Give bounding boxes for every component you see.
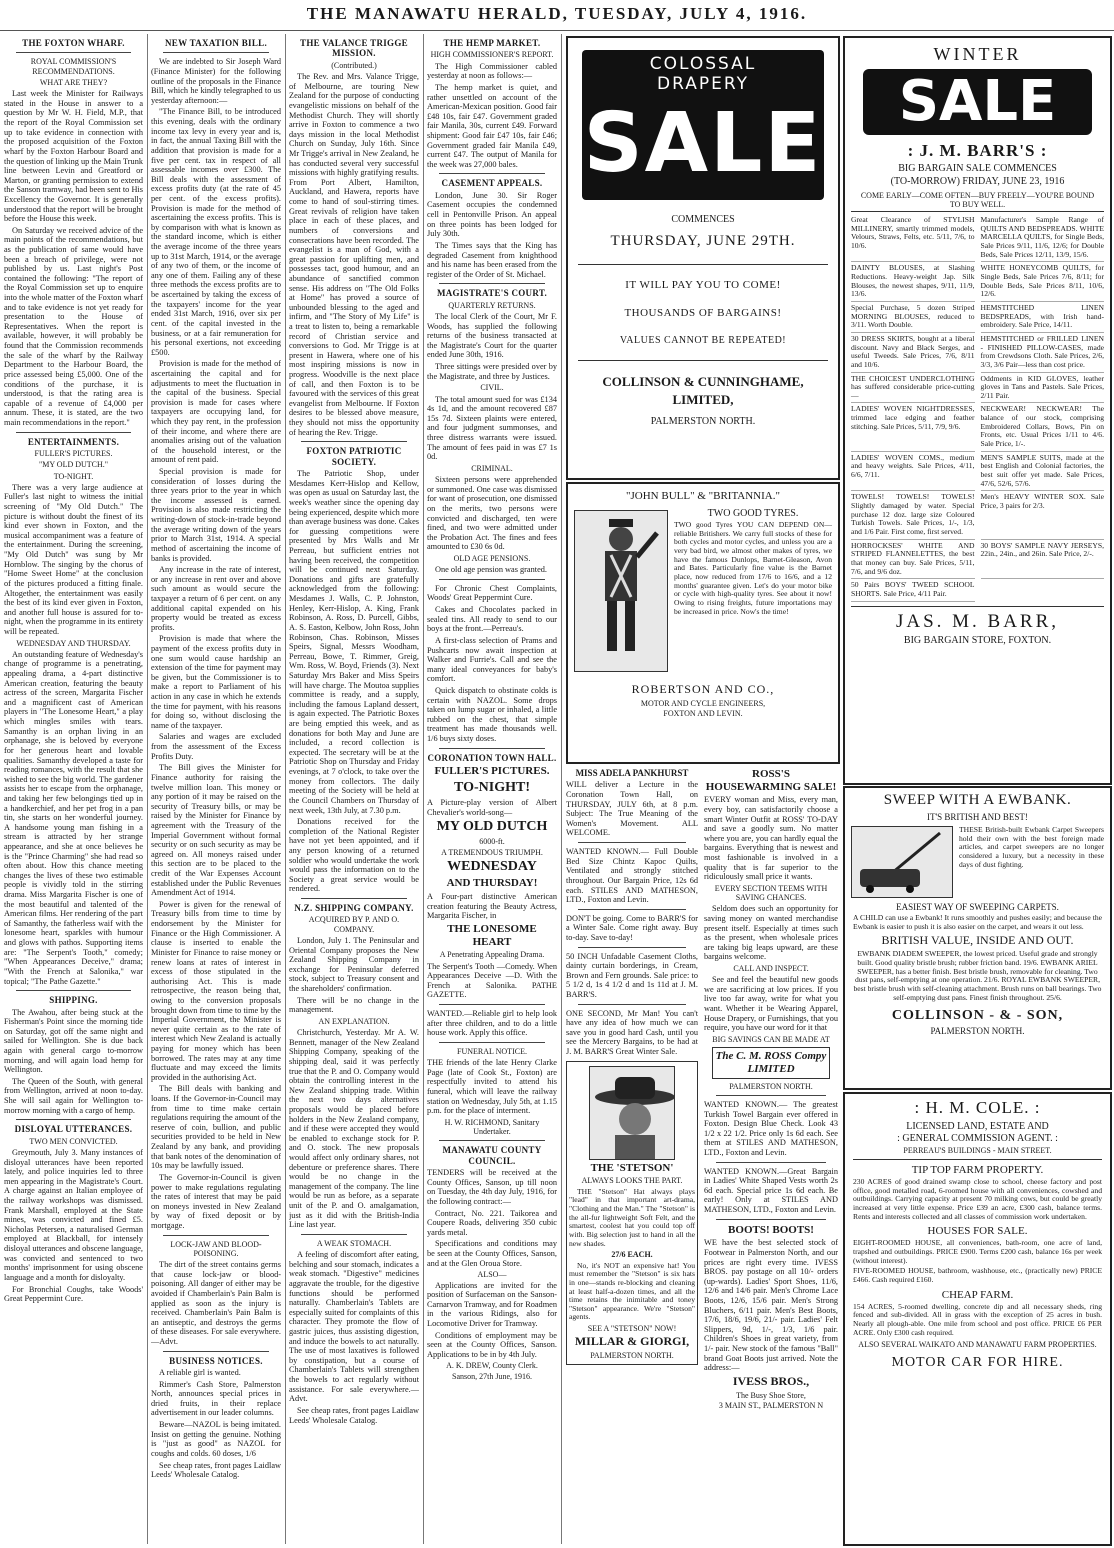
stetson-see: SEE A "STETSON" NOW! xyxy=(587,1324,677,1334)
barr-sale-item: LADIES' WOVEN NIGHTDRESSES, trimmed lace edging and feather stitching. Sale Prices, 5/11, 7/9, 9/6. xyxy=(851,403,975,451)
robertson-town: FOXTON AND LEVIN. xyxy=(663,709,743,718)
lockjaw-title: LOCK-JAW AND BLOOD-POISONING. xyxy=(170,1239,262,1258)
article-paragraph: Rimmer's Cash Store, Palmerston North, announces special prices in dried fruits, in their replace advertisement in our leader columns. xyxy=(151,1379,281,1418)
town-hall-title: CORONATION TOWN HALL. xyxy=(427,752,557,763)
column-rule xyxy=(423,34,424,1544)
rule xyxy=(301,1234,407,1235)
article-paragraph: See cheap rates, front pages Laidlaw Leeds' Wholesale Catalog. xyxy=(289,1405,419,1425)
article-paragraph: Any increase in the rate of interest, or any increase in rent over and above such amount as would secure the taxpayer a return of 6 per cent. on any additional capital expended on his property would be treated as excess profits. xyxy=(151,565,281,632)
tip-top-body: 230 ACRES of good drained swamp close to school, cheese factory and post office, good metalled road, 6-roomed house with all conveniences, cowshed and outbuildings. Carrying capacity at present 70 milking cows, but could be greatly increased at very little expense. Price £39 an acre, £300 cash, balance terms. Rents and interests collected and all classes of commission work undertaken. xyxy=(853,1177,1102,1221)
sale-banner xyxy=(582,50,824,200)
rule xyxy=(439,748,545,749)
ewbank-body-2: A CHILD can use a Ewbank! It runs smoothly and pushes easily; and because the Ewbank is easier to push it is also easier on the carpet, and wears it out less. xyxy=(853,913,1102,931)
rule xyxy=(439,173,545,174)
stetson-figure xyxy=(589,1066,675,1160)
article-paragraph: A Four-part distinctive American creation featuring the Beauty Actress, Margarita Fischer, in xyxy=(427,891,557,921)
article-paragraph: Provision is made that where the payment of the excess profits duty in one sum would cause hardship an extension of the time for payment may be given, but the Commissioner is to make a report to Parliament of his action in any case in which he extends the time for payment, with his reasons for doing so, without disclosing the name of the taxpayer. xyxy=(151,634,281,730)
disloyal-title: DISLOYAL UTTERANCES. xyxy=(14,1124,133,1135)
weak-stomach-title: A WEAK STOMACH. xyxy=(316,1238,392,1248)
article-paragraph: Beware—NAZOL is being imitated. Insist on getting the genuine. Nothing is "just as good" as NAZOL for coughs and colds. 60 doses, 1/6 xyxy=(151,1420,281,1458)
article-paragraph: The Patriotic Shop, under Mesdames Kerr-Hislop and Kellow, was open as usual on Saturday last, the week's weather since the opening day being experienced, despite which more than average business was done. Cakes for guessing competitions were presented by Mrs Walls and Mr Perreau, but sufficient entries not having been received, the competition will be continued next Saturday. Donations and gifts are gratefully acknowledged from the following: Mesdames J. Walls, C. P. Johnston, Henley, Kerr-Hislop, A. King, Frank Robinson, A. Ross, D. Purcell, Gibbs, A. S. Easton, Kelbow, John Ross, John Robinson, Chas. Robinson, Misses Speirs, Signal, Messrs Woodham, Perreau, Bowe, T. Rimmer, Greig, Wm. Ross, W. Boyd, Friends (3). Next Saturday Mrs Baker and Miss Speirs will have charge. The Moutoa supplies committee is ready, and a supply, including the famous Lapland dessert, is again expected. The Patriotic Boxes are being emptied this week, and as donations for both May and June are included, a record collection is expected. The secretary will be at the Patriotic Shop on Thursday and Friday evenings, at 7 o'clock, to take over the money from collectors. The daily meeting of the Society will be held at the Council Chambers on Thursday of next week, 13th July, at 7.30 p.m. xyxy=(289,469,419,815)
one-second-ad: ONE SECOND, Mr Man! You can't have any idea of how much we can save you in good hard Cash, until you see the Mercery Bargains, to be had at J. M. BARR'S Great Winter Sale. xyxy=(566,1008,698,1057)
ross-every: EVERY SECTION TEEMS WITH SAVING CHANCES. xyxy=(714,883,828,903)
article-paragraph: One old age pension was granted. xyxy=(435,565,547,575)
article-paragraph: Greymouth, July 3. Many instances of disloyal utterances have been reported lately, and police inquiries led to three men appearing in the Magistrate's Court. A charge against an Italian employee of the railway workshops was dismissed. Frank Marshall, employed at the State mines, was convicted and fined £5. Nicholas Petersen, a naturalised German employed at Blackball, for intensely disloyal utterances and obscene language, was convicted and sentenced to two months' imprisonment for using obscene language and a month for disloyalty. xyxy=(4,1147,143,1282)
casement-title: CASEMENT APPEALS. xyxy=(441,178,543,189)
barr-sale-item: TOWELS! TOWELS! TOWELS! Slightly damaged by water. Special purchase 12 doz. large size Coloured Turkish Towels. Sale Prices, 1/-, 1/3, and 1/6 Pair. First come, first served. xyxy=(851,491,975,539)
rule xyxy=(301,441,407,442)
stetson-title: THE 'STETSON' xyxy=(590,1161,674,1174)
article-paragraph: An outstanding feature of Wednesday's change of programme is a penetrating, appealing drama, a 4-part distinctive American creation, featuring the beauty actress of the screen, Margarita Fischer and a magnificent cast of American players in "The Lonesome Heart," a play which mingles smiles with tears. Samanthy is an orphan living in an orphanage, she is beloved by everyone for her generous heart and lovable qualities. Samanthy developed a taste for reading romances, with the result that she wished to see the big world. The gardener assists her to escape from the orphanage, and taking her few belongings tied up in a handkerchief, and her pet frog in a pan tin, she starts on her wonderful journey. A handsome young man fishing in a stream is attracted by her strange appearance, and she at once believes he is the "Prince Charming" she had read so often about. How this chance meeting changes the lives of these two estimable people is vividly told in the stirring drama. Miss Margarita Fischer is one of the most beautiful and talented of the American films. Her rendering of the part of Samanthy, the fatherless waif with the lonesome heart, sparkles with humour and glows with pathos. Supporting items are: "The Serpent's Tooth," comedy; "When Appearances Deceive," drama; "With the French at Salonika," war topical; "The Pathe Gazette." xyxy=(4,649,143,986)
funeral-signature: H. W. RICHMOND, Sanitary Undertaker. xyxy=(444,1117,540,1137)
john-bull-icon xyxy=(575,511,667,671)
barr-sale-item: NECKWEAR! NECKWEAR! The balance of our stock, comprising Embroidered Collars, Bows, Pin on Fronts, etc. Usual Prices 1/11 to 4/6. Sale Price, 1/-. xyxy=(981,403,1105,451)
thursday-banner: AND THURSDAY! xyxy=(446,877,538,890)
barr-firm: JAS. M. BARR, xyxy=(895,610,1060,632)
business-notices-title: BUSINESS NOTICES. xyxy=(169,1355,263,1366)
barrs-title: : J. M. BARR'S : xyxy=(907,141,1048,160)
foxton-wharf-title: THE FOXTON WHARF. xyxy=(22,38,125,48)
trigge-subtitle: (Contributed.) xyxy=(331,60,377,70)
adela-body: WILL deliver a Lecture in the Coronation Town Hall, on THURSDAY, JULY 6th, at 8 p.m. Subject: The True Meaning of the Women's Movement. ALL WELCOME. xyxy=(566,780,698,838)
fifty-inch-ad: 50 INCH Unfadable Casement Cloths, dainty curtain borderings, in Cream, Brown and Fern grounds. Sale price: to 5 1/2 d, 1s 4 1/2 d and 1s 11d at J. M. BARR'S. xyxy=(566,951,698,1000)
article-paragraph: "The Finance Bill, to be introduced this evening, deals with the ordinary income tax levy in every year and is, in fact, the annual Taxing Bill with the addition that provision is made for a five per cent. tax in respect of all assessable incomes over £300. The Bill deals with the assessment of excess profits duty (at the rate of 45 per cent. of the excess profits). Provision is made for the method of ascertaining the excess profits. This is by comparison with what is known as the standard income, which is either the average income of the three years up to 31st March, 1914, or the average of any two of them, or the income of any one of them. Failing any of these three methods the excess profits are to be ascertained by taking the excess of the taxpayers' income for the year ended 31st March, 1916, over six per cent. of the capital invested in the business, or at a fair remuneration for his personal exertions, not exceeding £500. xyxy=(151,107,281,357)
stetson-body-2: No, it's NOT an expensive hat! You must remember the "Stetson" is six hats in one—stands re-blocking and cleaning at least half-a-dozen times, and all the time retains the inimitable and toney "Stetson" appearance. We're "Stetson" agents. xyxy=(569,1260,695,1322)
column-rule xyxy=(147,34,148,1544)
barr-sale-item: HORROCKSES' WHITE AND STRIPED FLANNELETTES, the best that money can buy. Sale Prices, 5/11, 7/6, and 9/6 doz. xyxy=(851,540,975,580)
article-paragraph: The High Commissioner cabled yesterday at noon as follows:— xyxy=(427,61,557,81)
barr-sale-item: DAINTY BLOUSES, at Slashing Reductions. Heavy-weight Jap. Silk Blouses, the newest shapes, 9/11, 11/9, 13/6. xyxy=(851,262,975,302)
stetson-sub: ALWAYS LOOKS THE PART. xyxy=(581,1176,683,1186)
article-paragraph: The hemp market is quiet, and rather unsettled on account of the American-Mexican position. Good fair £48 10s, fair £47. Government graded fair Manila, 30s, current £49. Forward shipment: Good fair £47 10s, fair £46; Government graded fair Manila £49, current £47. The output of Manila for the week was 27,000 bales. xyxy=(427,82,557,169)
adela-title: MISS ADELA PANKHURST xyxy=(575,768,689,778)
rule xyxy=(163,52,269,53)
boots-body: WE have the best selected stock of Footwear in Palmerston North, and our prices are right every time. IVESS BROS. pay postage on all 10/- orders (up-wards). Ladies' Sport Shoes, 11/6, 12/6 and 14/6 pair. Men's Chrome Lace Boots, 12/6, 15/6 pair. Men's Strong Bluchers, 6/11 pair. Men's Best Boots, 17/6, 18/6, 19/6, 21/- pair. Ladies' Felt Slippers, 9d, 1/-, 1/3, 1/6 pair. Children's Shoes in great variety, from 1/- pair. New stock of the famous "Ball" brand Goat Boots just arrived. Note the address:— xyxy=(704,1238,838,1373)
foxton-wharf-subtitle-2: WHAT ARE THEY? xyxy=(39,77,108,87)
council-signature: A. K. DREW, County Clerk. xyxy=(446,1361,538,1371)
barr-sale-item: Oddments in KID GLOVES, leather gloves in Tans and Pastels. Sale Prices, 2/11 Pair. xyxy=(981,373,1105,404)
tyres-subtitle: TWO GOOD TYRES. xyxy=(707,508,799,519)
winter-sale-ad xyxy=(843,36,1112,785)
tip-top-title: TIP TOP FARM PROPERTY. xyxy=(911,1164,1044,1176)
article-paragraph: Specifications and conditions may be seen at the County Offices, Sanson, and at the Glen Oroua Store. xyxy=(427,1239,557,1268)
fullers-pictures: FULLER'S PICTURES. xyxy=(434,765,550,778)
ross-column xyxy=(704,766,838,1544)
small-ads-column xyxy=(566,766,698,1544)
rule xyxy=(163,1351,269,1352)
wanted-known-towel: WANTED KNOWN.— The greatest Turkish Towel Bargain ever offered in Foxton. Design Blue Check. Look 43 1/2 x 22 1/2. Price only 1s 6d each. See them at STILES AND MATHESON, LTD., Foxton and Levin. xyxy=(704,1099,838,1157)
robertson-line: MOTOR AND CYCLE ENGINEERS, xyxy=(640,699,766,708)
article-paragraph: For Chronic Chest Complaints, Woods' Great Peppermint Cure. xyxy=(427,583,557,603)
entertainments-subtitle: FULLER'S PICTURES. xyxy=(34,449,113,458)
colossal-word: COLOSSAL xyxy=(649,54,757,74)
disloyal-subtitle: TWO MEN CONVICTED. xyxy=(29,1136,118,1146)
houses-title: HOUSES FOR SALE. xyxy=(927,1225,1028,1238)
barr-sale-item: THE CHOICEST UNDERCLOTHING has suffered considerable price-cutting— xyxy=(851,373,975,404)
article-paragraph: See cheap rates, front pages Laidlaw Leeds' Wholesale Catalog. xyxy=(151,1460,281,1480)
article-paragraph: Conditions of employment may be seen at the County Offices, Sanson. Applications to be in by 4th July. xyxy=(427,1330,557,1359)
county-council-title: MANAWATU COUNTY COUNCIL. xyxy=(442,1145,542,1166)
hemp-subtitle: HIGH COMMISSIONER'S REPORT. xyxy=(430,50,554,60)
stetson-body: THE "Stetson" Hat always plays "lead" in that important art-drama, "Clothing and the Man." The "Stetson" is the all-fur lightweight Soft Felt, and the smartest, coolest hat you could top off with. Big selection just to hand in all the new shades. xyxy=(569,1186,695,1248)
colossal-sale-ad xyxy=(566,36,840,480)
article-paragraph: We are indebted to Sir Joseph Ward (Finance Minister) for the following outline of the proposals in the Finance Bill, which he kindly telegraphed to us yesterday afternoon:— xyxy=(151,57,281,105)
cole-line-1: LICENSED LAND, ESTATE AND xyxy=(906,1121,1049,1132)
column-4 xyxy=(427,34,557,1544)
article-paragraph: Quick dispatch to obstinate colds is certain with NAZOL. Some drops taken on lump sugar or inhaled, a little rubbed on the chest, that simple treatment has made thousands well. 1/6 buys sixty doses. xyxy=(427,685,557,743)
ross-town: PALMERSTON NORTH. xyxy=(729,1081,813,1091)
article-paragraph: Power is given for the renewal of Treasury bills from time to time by endorsement by the Minister for Finance or the High Commissioner. A clause is inserted to enable the Minister for Finance to raise money or renew loans at rates of interest in excess of those stipulated in the authorising Act. This is made retrospective, the reason being that, owing to the conversion proposals brought down from time to time by the Imperial Government, the Minister is never quite certain as to the rate of interest which New Zealand is actually paying for money which has been borrowed. The rates may at any time fluctuate and may exceed the limits provided in the authorising Act. xyxy=(151,899,281,1082)
millar-firm: MILLAR & GIORGI, xyxy=(574,1334,690,1349)
article-paragraph: The Times says that the King has degraded Casement from knighthood and his name has been erased from the register of the Order of St. Michael. xyxy=(427,240,557,279)
ivess-shop: The Busy Shoe Store, xyxy=(736,1390,806,1400)
taxation-title: NEW TAXATION BILL. xyxy=(164,38,267,48)
barr-items-grid xyxy=(851,214,1104,602)
boots-title: BOOTS! BOOTS! xyxy=(728,1223,814,1236)
masthead: THE MANAWATU HERALD, TUESDAY, JULY 4, 1916. xyxy=(0,0,1114,31)
rule xyxy=(578,1004,686,1005)
rule xyxy=(16,1119,131,1120)
robertson-firm: ROBERTSON AND CO., xyxy=(631,682,775,696)
sweeper-figure xyxy=(851,826,953,898)
magistrate-pensions: OLD AGE PENSIONS. xyxy=(453,553,531,563)
ivess-firm: IVESS BROS., xyxy=(732,1373,810,1388)
barrs-commences: BIG BARGAIN SALE COMMENCES xyxy=(898,163,1057,174)
triumph-line: A TREMENDOUS TRIUMPH. xyxy=(441,847,543,857)
cheap-farm-body: 154 ACRES, 5-roomed dwelling, concrete dip and all necessary sheds, ring fenced and sub-divided. All in grass with the exception of 25 acres in bush. Nearly all plough-able. One mile from school and post office. PRICE £6 PER ACRE. Only £300 cash required. xyxy=(853,1301,1102,1337)
rule xyxy=(16,52,131,53)
rule xyxy=(301,898,407,899)
magistrate-civil: CIVIL. xyxy=(480,383,504,393)
barrs-date: (TO-MORROW) FRIDAY, JUNE 23, 1916 xyxy=(890,176,1065,187)
rule xyxy=(439,1004,545,1005)
entertainments-title: ENTERTAINMENTS. xyxy=(27,436,120,447)
cole-line-2: : GENERAL COMMISSION AGENT. : xyxy=(897,1133,1058,1144)
winter-sale-word: SALE xyxy=(863,69,1092,135)
barr-sale-item: HEMSTITCHED LINEN BEDSPREADS, with Irish hand-embroidery. Sale Price, 14/11. xyxy=(981,302,1105,333)
drapery-word: DRAPERY xyxy=(657,74,749,94)
ewbank-body-3: EWBANK DIADEM SWEEPER, the lowest priced. Useful grade and strongly built. Good quality bristle brush; rubber friction band. 19/6. EWBANK ARIEL SWEEPER, has a better finish. Best bristle brush, removable for cleaning. Two dust pans, self-emptying at one operation. 21/6. ROYAL EWBANK SWEEPER, best bristle brush with self-cleaning attachment. Brush runs on ball bearings. Two self-emptying dust pans. Finest finish throughout. 25/6. xyxy=(853,949,1102,1002)
article-paragraph: Sixteen persons were apprehended or summoned. One case was dismissed for want of prosecution, one dismissed on the merits, two persons were convicted and discharged, ten were fined, and two were admitted under the Probation Act. The fines and fees amounted to £30 6s 0d. xyxy=(427,475,557,552)
rule xyxy=(716,1095,826,1096)
article-paragraph: The Bill gives the Minister for Finance authority for raising the twelve million loan. This money or any portion of it may be raised on the security of Treasury bills, or may be raised by the Minister for Finance by agreement with the Treasury of the Imperial Government without formal security or on such security as may be agreed on. All moneys raised under this section are to be placed to the credit of the War Expenses Account established under the Public Revenues Amendment Act of 1914. xyxy=(151,763,281,898)
ross-big: BIG SAVINGS CAN BE MADE AT xyxy=(712,1034,830,1044)
article-paragraph: A feeling of discomfort after eating, belching and sour stomach, indicates a weak stomach. "Digestive" medicines aggravate the trouble, for the digestive functions should be performed naturally. Chamberlain's Tablets are especially suited for complaints of this character. They promote the flow of gastric juices, thus assisting digestion, and induce the bowels to act naturally. The use of most laxatives is followed by constipation, but a course of Chamberlain's Tablets will strengthen the bowels to act regularly without assistance. For sale everywhere.—Advt. xyxy=(289,1250,419,1404)
article-paragraph: A Picture-play version of Albert Chevalier's world-song— xyxy=(427,798,557,817)
foxton-wharf-subtitle: ROYAL COMMISSION'S RECOMMENDATIONS. xyxy=(30,57,117,76)
barr-sale-item: MEN'S SAMPLE SUITS, made at the best English and Colonial factories, the best suit offer yet made. Sale Prices, 47/6, 52/6, 57/6. xyxy=(981,452,1105,492)
ewbank-easiest: EASIEST WAY OF SWEEPING CARPETS. xyxy=(896,902,1059,912)
entertainments-subtitle: "MY OLD DUTCH." xyxy=(38,460,109,470)
article-paragraph: There was a very large audience at Fuller's last night to witness the initial screening of "My Old Dutch." The picture is without doubt the finest of its kind ever shown in Foxton, and the musical accompaniment was a feature of the entertainment. During the screening, "My Old Dutch" was sung by Mr Hornblow. The singing by the chorus of "Home Sweet Home" at the conclusion of the pictures produced a fitting finale. Altogether, the entertainment was easily the best of its kind ever given in Foxton, and another full house is assured for to-night, when the programme in its entirety will be repeated. xyxy=(4,482,143,636)
motor-car-line: MOTOR CAR FOR HIRE. xyxy=(891,1355,1064,1371)
magistrate-title: MAGISTRATE'S COURT. xyxy=(436,288,548,299)
article-paragraph: Provision is made for the method of ascertaining the capital and for adjustments to meet the fluctuation in the capital of the business. Special provision is made for cases where taxpayers are occupying land, for which they pay rent, in the profession of their income, and where there are anomalies arising out of the valuation of the household interest, or the amount of rent paid. xyxy=(151,359,281,465)
commences-line: COMMENCES xyxy=(671,214,735,225)
article-paragraph: Cakes and Chocolates packed in sealed tins. All ready to send to our boys at the front.—Perreau's. xyxy=(427,605,557,634)
wanted-known-ad: WANTED KNOWN.— Full Double Bed Size Chintz Kapoc Quilts, Ventilated and strongly stitched throughout. Our Bargain Price, 12s 6d each. STILES AND MATHESON, LTD., Foxton and Levin. xyxy=(566,847,698,905)
collinson-town: PALMERSTON NORTH. xyxy=(650,416,756,428)
article-paragraph: The Bill deals with banking and loans. If the Governor-in-Council may from time to time make certain regulations requiring the amount of the reserve of coin, bullion, and public securities provided to be held in New Zealand by any bank, and providing that bank notes of the denomination of 10s may be lawfully issued. xyxy=(151,1084,281,1171)
lonesome-heart-banner: THE LONESOME HEART xyxy=(447,922,537,948)
ewbank-title: SWEEP WITH A EWBANK. xyxy=(883,792,1072,808)
rule xyxy=(716,1219,826,1220)
ross-body: EVERY woman and Miss, every man, every boy, can satisfactorily choose a smart Winter Outfit at ROSS' TO-DAY and save a goodly sum. No matter where you are, you can hardly equal the bargains. Everything that is newest and most fashionable is involved in a quality that is far superior to the ridiculously small price it wants. xyxy=(704,795,838,882)
stetson-price: 27/6 EACH. xyxy=(611,1250,653,1260)
dont-ad: DON'T be going. Come to BARR'S for a Winter Sale. Come right away. Buy to-day. Save to-day! xyxy=(566,913,698,942)
article-paragraph: Last week the Minister for Railways stated in the House in answer to a question by Mr W. H. Field, M.P., that the report of the Royal Commission set up to take evidence in connection with the proposed acquisition of the Foxton wharf by the Foxton Harbour Board and the question of linking up the Main Trunk line between Levin and Greatford or Marton, or granting permission to extend the Sanson tramway, had been sent to His Excellency the Governor. It is generally understood that the report will be brought before the House this week. xyxy=(4,89,143,224)
ewbank-sub: IT'S BRITISH AND BEST! xyxy=(927,812,1028,822)
column-2 xyxy=(151,34,281,1544)
article-paragraph: On Saturday we received advice of the main points of the recommendations, but as the publication of same would have been a breach of privilege, were not published by us. Last night's Post contained the following: "The report of the Royal Commission set up to enquire into the whole matter of the Foxton wharf and to take evidence is not yet ready for presentation to the House of Representatives. When the report is available, however, it will probably be found that the Commission recommends the sale of the wharf by the Railway Department to the Harbour Board, the price assessed being £5,000. One of the conditions of the purchase, it is understood, is that the rating area is capable of a revenue of £4,000 per annum. These, it is stated, are the two main recommendations in the report." xyxy=(4,225,143,427)
winter-word: WINTER xyxy=(933,44,1022,64)
wednesday-banner: WEDNESDAY xyxy=(447,859,537,874)
rule xyxy=(439,579,545,580)
cheap-farm-title: CHEAP FARM. xyxy=(941,1288,1014,1301)
ewbank-body: THESE British-built Ewbank Carpet Sweepers hold their own with the best foreign made articles, and carpet sweepers are no longer considered a luxury, but a necessity in these days of dust fighting. xyxy=(959,825,1104,869)
ross-title: ROSS'S HOUSEWARMING SALE! xyxy=(705,768,837,793)
article-paragraph: The Governor-in-Council is given power to make regulations regulating the rates of interest that may be paid on moneys invested in New Zealand by way of fixed deposit or by mortgage. xyxy=(151,1172,281,1230)
barr-sale-item: Special Purchase, 5 dozen Striped MORNING BLOUSES, reduced to 3/11. Worth Double. xyxy=(851,302,975,333)
barr-sale-item: HEMSTITCHED or FRILLED LINEN - FINISHED PILLOW-CASES, made from Crewdsons Cloth. Sale Prices, 2/6, 3/3, 3/6 Pair—less than cost price. xyxy=(981,333,1105,373)
column-3 xyxy=(289,34,419,1544)
tyres-body: TWO good Tyres YOU CAN DEPEND ON—reliable Britishers. We carry full stocks of these for both cycles and motor cycles, and unless you are a very bad bird, we almost other makes of tyres, we have the famous Dunlops, Barnet-Gleason, Avon and Bates. Particularly fine value is the Barnet place, now reduced from 17/6 to 16/6, and a 12 months' guarantee given. Let's do your motor bike or cycle with high-quality tyres. See about it now! Owing to rising freights, future importations may be increased in price. Now's the time! xyxy=(674,520,832,616)
also-line: ALSO— xyxy=(477,1270,507,1280)
ross-body-3: See and feel the beautiful new goods we are sacrificing at low prices. If you live too far away, write for what you want. Whether it be Wearing Apparel, House Drapery, or Furnishings, that you require, you have our word for it that xyxy=(704,975,838,1033)
article-paragraph: The Queen of the South, with general from Wellington, arrived at noon to-day. She will sail again for Wellington to-morrow morning with a cargo of hemp. xyxy=(4,1076,143,1115)
magistrate-criminal: CRIMINAL. xyxy=(471,463,513,473)
hemp-title: THE HEMP MARKET. xyxy=(443,38,541,48)
article-paragraph: The Serpent's Tooth —Comedy. When Appearances Deceive —D. With the French at Salonika. PATHE GAZETTE. xyxy=(427,961,557,1000)
ross-call: CALL AND INSPECT. xyxy=(733,963,809,973)
article-paragraph: Three sittings were presided over by the Magistrate, and three by Justices. xyxy=(427,362,557,381)
wanted-known-vests: WANTED KNOWN.—Great Bargain in Ladies' White Shaped Vests worth 2s 6d each. Special price 1s 6d each. Be early! Only at STILES AND MATHESON, LTD., Foxton and Levin. xyxy=(704,1166,838,1214)
house-1: EIGHT-ROOMED HOUSE, all conveniences, bath-room, one acre of land, trapshed and outbuildings. PRICE £900. Terms £200 cash, balance 16s per week (without interest). xyxy=(853,1238,1102,1265)
trigge-title: THE VALANCE TRIGGE MISSION. xyxy=(300,38,408,59)
bargains-line: THOUSANDS OF BARGAINS! xyxy=(624,307,782,319)
sale-word: SALE xyxy=(583,96,823,191)
millar-town: PALMERSTON NORTH. xyxy=(590,1351,674,1361)
cole-line-3: PERREAU'S BUILDINGS - MAIN STREET. xyxy=(903,1146,1052,1155)
collinson-firm: COLLINSON & CUNNINGHAME, LIMITED, xyxy=(602,374,804,407)
ewbank-value: BRITISH VALUE, INSIDE AND OUT. xyxy=(881,933,1074,948)
cole-also: ALSO SEVERAL WAIKATO AND MANAWATU FARM PROPERTIES. xyxy=(858,1340,1097,1350)
values-line: VALUES CANNOT BE REPEATED! xyxy=(619,335,787,346)
nz-shipping-subtitle-2: AN EXPLANATION. xyxy=(318,1016,390,1026)
ewbank-ad xyxy=(843,786,1112,1090)
cole-ad xyxy=(843,1092,1112,1546)
nz-shipping-title: N.Z. SHIPPING COMPANY. xyxy=(294,902,414,913)
council-date: Sanson, 27th June, 1916. xyxy=(452,1371,532,1381)
commence-date: THURSDAY, JUNE 29TH. xyxy=(610,233,796,249)
ivess-address: 3 MAIN ST., PALMERSTON N xyxy=(718,1401,824,1411)
ross-logo: The C. M. ROSS Compy LIMITED xyxy=(712,1047,830,1079)
house-2: FIVE-ROOMED HOUSE, bathroom, washhouse, etc., (practically new) PRICE £466. Cash required £160. xyxy=(853,1266,1102,1284)
tyres-ad xyxy=(566,482,840,764)
john-bull-figure xyxy=(574,510,668,672)
rule xyxy=(439,283,545,284)
stetson-hat-icon xyxy=(590,1067,680,1159)
article-paragraph: London, July 1. The Peninsular and Oriental Company proposes the New Zealand Shipping Company in exchange for Peninsular deferred stock, subject to Treasury consent and the shareholders' confirmation. xyxy=(289,935,419,993)
article-paragraph: The Awahou, after being stuck at the Fisherman's Point since the morning tide on Saturday, got off the same night and sailed for Wellington. She is due back again with general cargo to-morrow morning, and will again load hemp for Wellington. xyxy=(4,1007,143,1075)
barr-sale-item: WHITE HONEYCOMB QUILTS, for Single Beds, Sale Prices 7/6, 8/11; for Double Beds, Sale Prices 8/11, 10/6, 12/6. xyxy=(981,262,1105,302)
rule xyxy=(578,842,686,843)
rule xyxy=(439,1042,545,1043)
rule xyxy=(439,1140,545,1141)
rule xyxy=(578,947,686,948)
rule xyxy=(16,432,131,433)
column-rule xyxy=(561,34,562,1544)
article-paragraph: Salaries and wages are excluded from the assessment of the Excess Profits Duty. xyxy=(151,732,281,761)
collinson-son-town: PALMERSTON NORTH. xyxy=(930,1026,1025,1037)
my-old-dutch-banner: MY OLD DUTCH xyxy=(436,819,548,835)
shipping-title: SHIPPING. xyxy=(49,995,98,1006)
barr-sale-item: 30 BOYS' SAMPLE NAVY JERSEYS, 22in., 24in., and 26in. Sale Price, 2/-. xyxy=(981,540,1105,580)
article-paragraph: A first-class selection of Prams and Pushcarts now await inspection at Walker and Furrie's. Call and see the many ideal conveyances for baby's comfort. xyxy=(427,635,557,684)
barr-sale-item: LADIES' WOVEN COMS., medium and heavy weights. Sale Prices, 4/11, 6/6, 7/11. xyxy=(851,452,975,492)
column-1 xyxy=(4,34,143,1544)
column-rule xyxy=(285,34,286,1544)
carpet-sweeper-icon xyxy=(852,827,952,897)
patriotic-title: FOXTON PATRIOTIC SOCIETY. xyxy=(306,446,402,467)
drama-line: A Penetrating Appealing Drama. xyxy=(439,950,545,960)
barr-sale-item: Great Clearance of STYLISH MILLINERY, smartly trimmed models, Velours, Straws, Felts, etc. 5/11, 7/6, to 10/6. xyxy=(851,214,975,262)
magistrate-subtitle: QUARTERLY RETURNS. xyxy=(448,300,536,310)
article-paragraph: The local Clerk of the Court, Mr F. Woods, has supplied the following returns of the business transacted at the Magistrate's Court for the quarter ended June 30th, 1916. xyxy=(427,312,557,360)
article-paragraph: Special provision is made for consideration of losses during the three years prior to the year in which the income assessed is earned. Provision is also made restricting the writing-down of stock-in-trade beyond the average writing down of the years prior to March 31st, 1914. A special method of ascertaining the income of banks is provided. xyxy=(151,467,281,563)
film-length: 6000-ft. xyxy=(479,837,505,847)
article-paragraph: TENDERS will be received at the County Offices, Sanson, up till noon on Tuesday, the 4th day July, 1916, for the following contract:— xyxy=(427,1168,557,1206)
nz-shipping-subtitle: ACQUIRED BY P. AND O. COMPANY. xyxy=(308,915,400,934)
tonight-banner: TO-NIGHT! xyxy=(454,779,530,795)
article-paragraph: Contract, No. 221. Taikorea and Coupere Roads, delivering 350 cubic yards metal. xyxy=(427,1208,557,1237)
barr-sale-item: 30 DRESS SKIRTS, bought at a liberal discount. Navy and Black Serges, and useful Tweeds. Sale Prices, 7/6, 8/11 and 10/6. xyxy=(851,333,975,373)
article-paragraph: THE friends of the late Henry Clarke Page (late of Cook St., Foxton) are respectfully invited to attend his funeral, which will leave the railway station on Wednesday, July 5th, at 1.15 p.m. for the place of interment. xyxy=(427,1058,557,1116)
pay-line: IT WILL PAY YOU TO COME! xyxy=(625,279,781,291)
article-paragraph: For Bronchial Coughs, take Woods' Great Peppermint Cure. xyxy=(4,1284,143,1304)
article-paragraph: The total amount sued for was £134 4s 1d, and the amount recovered £87 15s 7d. Sixteen plaints were entered, and four judgment summonses, and three distress warrants were issued. The amount of fees paid in was £7 1s 0d. xyxy=(427,394,557,462)
stetson-ad xyxy=(566,1061,698,1365)
article-paragraph: The Rev. and Mrs. Valance Trigge, of Melbourne, are touring New Zealand for the purpose of conducting evangelistic missions on behalf of the Methodist Church. They will shortly arrive in Foxton to commence a two days mission in the local Methodist Church on Sunday, July 16th. Since Mr Trigge's arrival in New Zealand, he has conducted several very successful missions with highly gratifying results. From Port Albert, Hamilton, Auckland, and Hawera, reports have come to hand of soul-stirring times. Great revivals of religion have taken place in each of these places, and numbers of conversions and consecrations have been recorded. The evangelist is a man of God, with a great passion for uplifting men, and possesses tact, good humour, and an abundance of sanctified common sense. His address on "The Old Folks at Home" has proved a source of unbounded blessing to the aged and infirm, and "The Story of My Life" is a treat to listen to, being a remarkable record of Christian service and conversions to God. Mr Trigge is at present in Hawera, where one of his most inspiring missions is now in progress. Woodville is the next place of call, and then Foxton is to be favoured with the services of this great evangelist from Melbourne. If Foxton desires to be blessed above measure, they should not miss the opportunity of hearing the Rev. Trigge. xyxy=(289,72,419,437)
article-paragraph: London, June 30. Sir Roger Casement occupies the condemned cell in Pentonville Prison. An appeal on three points has been lodged for July 30th. xyxy=(427,190,557,239)
barr-sale-item: 50 Pairs BOYS' TWEED SCHOOL SHORTS. Sale Price, 4/11 Pair. xyxy=(851,579,975,601)
funeral-title: FUNERAL NOTICE. xyxy=(457,1046,527,1056)
article-paragraph: There will be no change in the management. xyxy=(289,995,419,1015)
cole-name: : H. M. COLE. : xyxy=(914,1098,1041,1117)
tyres-title: "JOHN BULL" & "BRITANNIA." xyxy=(626,490,780,502)
article-paragraph: Applications are invited for the position of Surfaceman on the Sanson-Carnarvon Tramway, and for Roadmen in the various Ridings, also for Locomotive Driver for Tramway. xyxy=(427,1280,557,1328)
ross-body-2: Seldom does such an opportunity for saving money on wanted merchandise present itself. Especially at times such as the present, when wholesale prices are taking big leaps upward, are these bargains welcome. xyxy=(704,904,838,962)
rule xyxy=(578,909,686,910)
rule xyxy=(163,1235,269,1236)
collinson-son-firm: COLLINSON - & - SON, xyxy=(891,1008,1064,1024)
barr-sale-item: Men's HEAVY WINTER SOX. Sale Price, 3 pairs for 2/3. xyxy=(981,491,1105,539)
entertainments-subtitle: TO-NIGHT. xyxy=(53,471,94,481)
barr-sale-item: Manufacturer's Sample Range of QUILTS AND BEDSPREADS. WHITE MARCELLA QUILTS, for Single Beds, Sale Prices 9/11, 11/6, 12/6; for Double Beds, Sale Prices 12/11, 13/9, 15/6. xyxy=(981,214,1105,262)
rule xyxy=(716,1162,826,1163)
article-paragraph: A reliable girl is wanted. xyxy=(159,1368,241,1378)
article-paragraph: The dirt of the street contains germs that cause lock-jaw or blood-poisoning. All danger of either may be avoided if Chamberlain's Pain Balm is applied as soon as the injury is received. Chamberlain's Pain Balm is an antiseptic, and destroys the germs of these diseases. For sale everywhere.—Advt. xyxy=(151,1260,281,1346)
wanted-ad: WANTED.—Reliable girl to help look after three children, and to do a little house work. Apply this office. xyxy=(427,1009,557,1038)
article-paragraph: Donations received for the completion of the National Register have not yet been appointed, and if any person knowing of a returned soldier who would undertake the work would pass the information on to the Society a great service would be rendered. xyxy=(289,817,419,894)
barr-store: BIG BARGAIN STORE, FOXTON. xyxy=(903,634,1052,646)
entertainments-subtitle: WEDNESDAY AND THURSDAY. xyxy=(16,638,131,648)
article-paragraph: Christchurch, Yesterday. Mr A. W. Bennett, manager of the New Zealand Shipping Company, speaking of the shipping deal, said it was perfectly true that the P. and O. Company would obtain the controlling interest in the New Zealand shipping trade. Within the next two days alternatives proposals would be placed before holders in the New Zealand company, and if these were accepted they would be enabled to exchange stock for P. and O. stock. The new proposals would affect only ordinary shares, not debenture or preference shares. There would be no change in the management of the company. The line would be run as before, as a separate unit of the P. and O. amalgamation, just as it did with the British-India Line last year. xyxy=(289,1028,419,1230)
rule xyxy=(16,990,131,991)
barrs-come: COME EARLY—COME OFTEN—BUY FREELY—YOU'RE BOUND TO BUY WELL. xyxy=(860,191,1095,209)
